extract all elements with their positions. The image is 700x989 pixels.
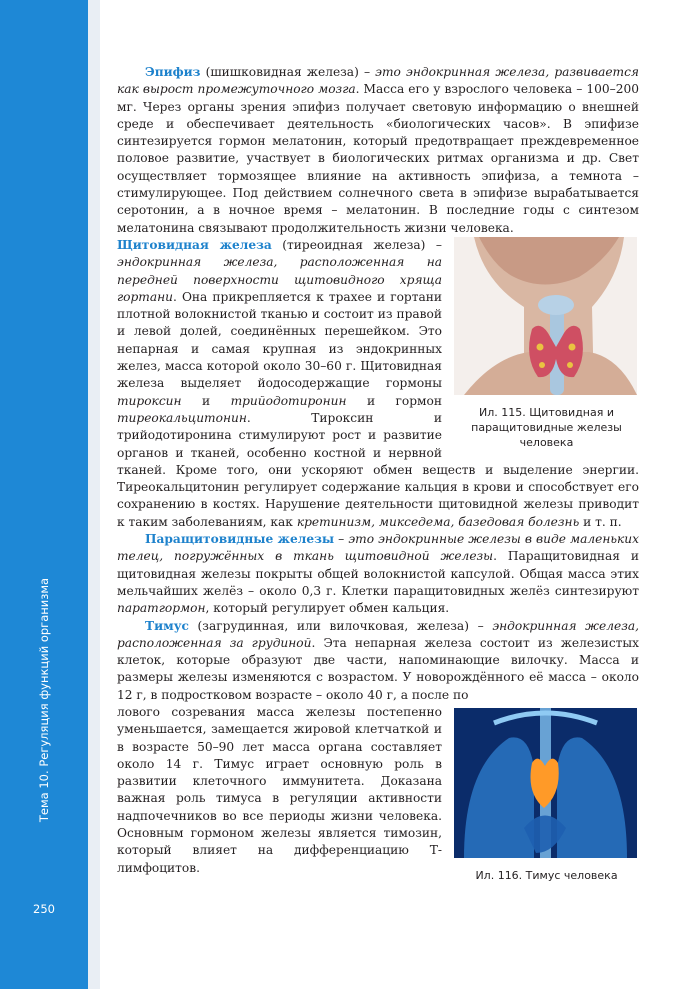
running-head [0,0,88,989]
definition-thymus: эндокринная железа, расположенная за грудиной [117,618,640,650]
thyroid-illustration [454,237,637,395]
topic-title: Тема 10. Регуляция функций организма [37,577,51,823]
figure-thyroid [454,237,639,450]
figure-thymus [454,708,639,883]
thymus-illustration [454,708,637,858]
paragraph-thymus-continued: лового созревания масса железы постепенно уменьшается, замещается жировой клетчаткой и в возрасте 50–90 лет масса органа составляет около 14 г. Тимус играет основную роль в развитии клеточного иммунитета. Доказана важная роль тимуса в регуляции активности надпочечников во все периоды жизни человека. Основным гормоном железы является тимозин, который влияет на дифференциацию Т-лимфоцитов. [117,704,442,875]
term-epiphysis: Эпифиз [145,65,201,79]
page-number: 250 [33,902,55,916]
thymus-image [454,708,637,858]
paragraph-parathyroid: Паращитовидные железы – это эндокринные железы в виде маленьких телец, погружённых в ткань щитовидной железы. Паращитовидная и щитовидная железы покрыты общей волокнистой капсулой. Общая масса этих мельчайших желёз – около 0,3 г. Клетки паращитовидных желёз синтезируют паратгормон, который регулирует обмен кальция. [117,532,639,616]
caption-figure-115: Ил. 115. Щитовидная и паращитовидные железы человека [471,405,622,449]
page-content [117,64,639,883]
paragraph-thymus: Тимус (загрудинная, или вилочковая, железа) – эндокринная железа, расположенная за грудиной. Эта непарная железа состоит из железистых клеток, которые образуют две части, напоминающие вилочку. Масса и размеры железы изменяются с возрастом. У новорождённого её масса – около 12 г, в подростковом возрасте – около 40 г, а после по [117,618,640,702]
definition-parathyroid: это эндокринные железы в виде маленьких телец, погружённых в ткань щитовидной железы [117,532,639,564]
caption-figure-116: Ил. 116. Тимус человека [475,868,618,882]
side-strip [88,0,100,989]
thyroid-image [454,237,637,395]
diseases-list: кретинизм, микседема, базедовая болезнь [296,514,580,529]
term-thyroid: Щитовидная железа [117,237,272,252]
definition-epiphysis: это эндокринная железа, развивается как вырост промежуточного мозга [117,65,640,97]
hormone-calcitonin: тиреокальцитонин [117,410,247,425]
term-thymus: Тимус [145,618,189,633]
hormone-parathormone: паратгормон [117,601,206,616]
hormone-triiodothyronine: трийодотиронин [230,393,347,408]
paragraph-thyroid: Щитовидная железа (тиреоидная железа) – эндокринная железа, расположенная на передней поверхности щитовидного хряща гортани. Она прикрепляется к трахее и гортани плотной волокнистой тканью и состоит из правой и левой долей, соединённых перешейком. Это непарная и самая крупная из эндокринных желез, масса которой около 30–60 г. Щитовидная железа выделяет йодосодержащие гормоны тироксин и трийодотиронин и гормон тиреокальцитонин. Тироксин и трийодотиронина стимулируют рост и развитие органов и тканей, особенно костной и нервной тканей. Кроме того, они ускоряют обмен веществ и выделение энергии. Тиреокальцитонин регулирует содержание кальция в крови и способствует его сохранению в костях. Нарушение деятельности щитовидной железы приводит к таким заболеваниям, как кретинизм, микседема, базедовая болезнь и т. п. [117,237,639,529]
term-parathyroid: Паращитовидные железы [145,532,335,547]
hormone-thyroxine: тироксин [117,393,182,408]
paragraph-epiphysis: Эпифиз (шишковидная железа) – это эндокринная железа, развивается как вырост промежуточного мозга. Масса его у взрослого человека – 100–200 мг. Через органы зрения эпифиз получает световую информацию о внешней среде и обеспечивает деятельность «биологических часов». В эпифизе синтезируется гормон мелатонин, который предотвращает преждевременное половое развитие, участвует в биологических ритмах организма и др. Свет осуществляет тормозящее влияние на активность эпифиза, а темнота – стимулирующее. Под действием солнечного света в эпифизе вырабатывается серотонин, а в ночное время – мелатонин. В последние годы с синтезом мелатонина связывают продолжительность жизни человека. [117,65,640,235]
definition-thyroid: эндокринная железа, расположенная на передней поверхности щитовидного хряща гортани [117,255,442,304]
